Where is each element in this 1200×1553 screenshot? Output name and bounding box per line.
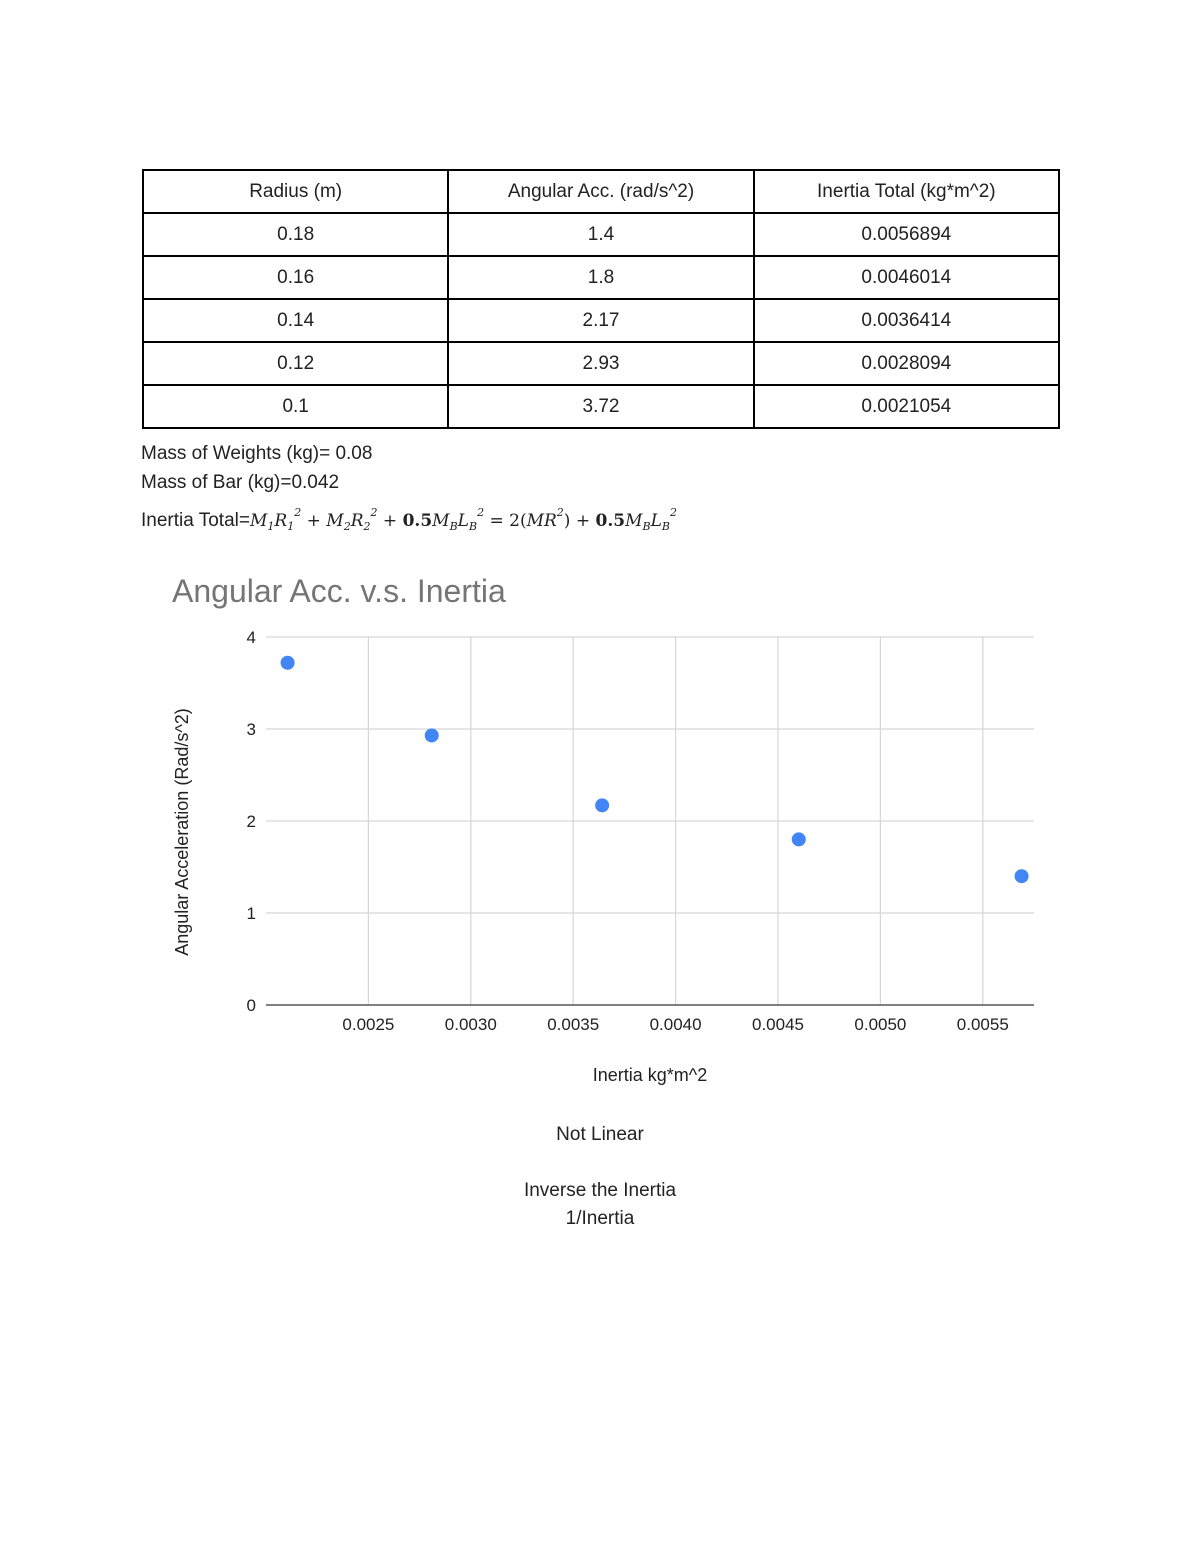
- header-angular-acc: Angular Acc. (rad/s^2): [448, 170, 753, 213]
- cell-angular-acc: 2.17: [448, 299, 753, 342]
- table-row: [143, 299, 1059, 342]
- inertia-formula: [141, 506, 677, 533]
- table-row: [143, 256, 1059, 299]
- y-tick-label: 2: [246, 812, 256, 831]
- cell-inertia: 0.0028094: [754, 342, 1059, 385]
- y-tick-label: 1: [246, 904, 256, 923]
- cell-inertia: 0.0046014: [754, 256, 1059, 299]
- data-point: [281, 656, 295, 670]
- chart-axes: [247, 628, 1034, 1034]
- header-radius: Radius (m): [143, 170, 448, 213]
- data-point: [792, 832, 806, 846]
- inertia-formula-math: $M_1R_1^2 + M_2R_2^2 + 0.5M_BL_B^2 = 2(MR^2) + 0.5M_BL_B^2$: [249, 506, 677, 533]
- cell-inertia: 0.0036414: [754, 299, 1059, 342]
- cell-radius: 0.14: [143, 299, 448, 342]
- x-axis-label: Inertia kg*m^2: [592, 1065, 708, 1085]
- table-row: [143, 385, 1059, 428]
- x-tick-label: 0.0030: [444, 1015, 497, 1034]
- table-header-row: [143, 170, 1059, 213]
- cell-radius: 0.18: [143, 213, 448, 256]
- cell-radius: 0.1: [143, 385, 448, 428]
- conclusion-inverse: Inverse the Inertia: [523, 1180, 677, 1201]
- cell-inertia: 0.0021054: [754, 385, 1059, 428]
- x-tick-label: 0.0025: [342, 1015, 395, 1034]
- cell-angular-acc: 3.72: [448, 385, 753, 428]
- y-axis-label: Angular Acceleration (Rad/s^2): [172, 708, 192, 956]
- chart-title: Angular Acc. v.s. Inertia: [172, 573, 506, 609]
- data-point: [595, 798, 609, 812]
- y-tick-label: 3: [246, 720, 256, 739]
- table-row: [143, 342, 1059, 385]
- data-point: [425, 728, 439, 742]
- cell-angular-acc: 2.93: [448, 342, 753, 385]
- y-tick-label: 0: [246, 996, 256, 1015]
- mass-of-bar-note: Mass of Bar (kg)=0.042: [141, 472, 340, 493]
- mass-of-weights-note: Mass of Weights (kg)= 0.08: [141, 443, 373, 464]
- cell-inertia: 0.0056894: [754, 213, 1059, 256]
- scatter-chart: [0, 560, 1200, 1100]
- cell-radius: 0.12: [143, 342, 448, 385]
- cell-angular-acc: 1.8: [448, 256, 753, 299]
- header-inertia-total: Inertia Total (kg*m^2): [754, 170, 1059, 213]
- x-tick-label: 0.0040: [649, 1015, 702, 1034]
- conclusion-reciprocal: 1/Inertia: [565, 1208, 635, 1229]
- y-tick-label: 4: [246, 628, 256, 647]
- chart-grid: [266, 637, 1034, 1005]
- inertia-formula-label: Inertia Total=: [141, 510, 250, 531]
- table-row: [143, 213, 1059, 256]
- cell-angular-acc: 1.4: [448, 213, 753, 256]
- x-tick-label: 0.0045: [752, 1015, 804, 1034]
- x-tick-label: 0.0035: [547, 1015, 600, 1034]
- data-table: [142, 169, 1060, 429]
- conclusion-not-linear: Not Linear: [556, 1124, 644, 1145]
- data-point: [1015, 869, 1029, 883]
- chart-points: [281, 656, 1029, 883]
- x-tick-label: 0.0050: [854, 1015, 907, 1034]
- cell-radius: 0.16: [143, 256, 448, 299]
- x-tick-label: 0.0055: [956, 1015, 1009, 1034]
